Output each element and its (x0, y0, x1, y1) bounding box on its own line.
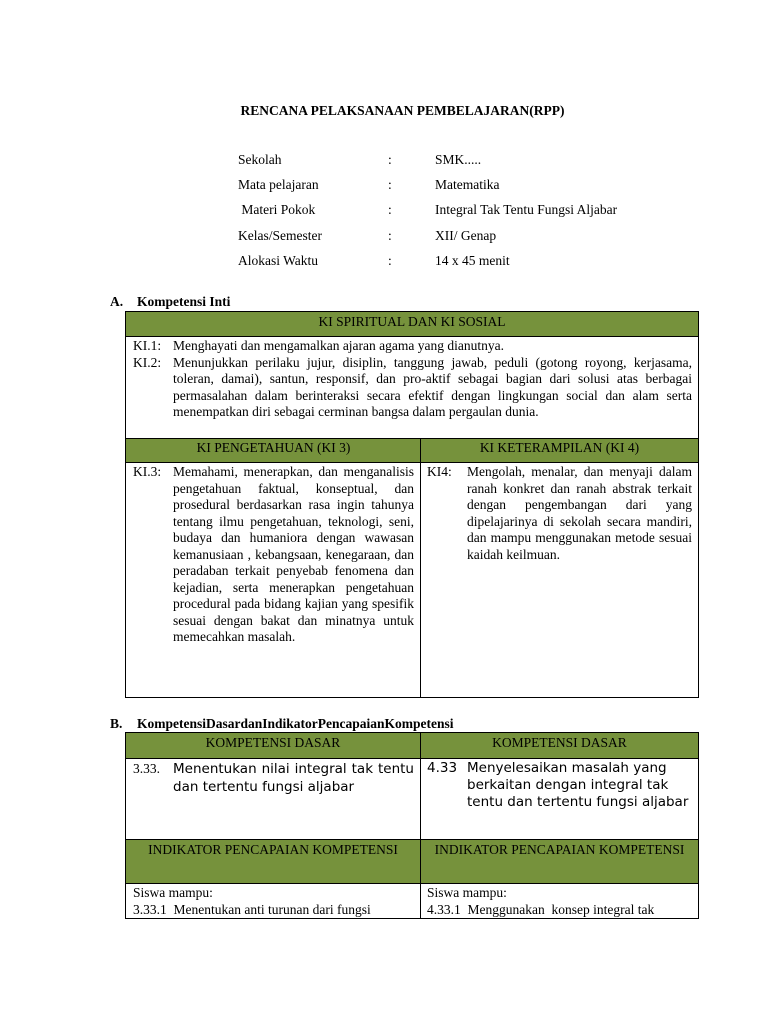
ki1-code: KI.1: (133, 338, 162, 353)
kd-right-item (427, 760, 692, 811)
indikator-right-intro: Siswa mampu: (427, 885, 507, 900)
info-label: Materi Pokok (238, 202, 316, 217)
info-colon: : (388, 253, 392, 268)
ki1-item (133, 338, 692, 355)
kd-left-cell (133, 760, 414, 796)
indikator-right-code: 4.33.1 (427, 901, 461, 917)
info-value: Matematika (435, 177, 500, 192)
ki4-cell (427, 464, 692, 563)
ki4-item (427, 464, 692, 563)
header-ki-spiritual-sosial: KI SPIRITUAL DAN KI SOSIAL (126, 312, 698, 337)
info-label: Mata pelajaran (238, 177, 319, 192)
info-colon: : (388, 202, 392, 217)
header-kompetensi-dasar-left: KOMPETENSI DASAR (126, 733, 420, 759)
section-b-heading (110, 716, 454, 732)
kompetensi-inti-table (125, 311, 699, 698)
info-colon: : (388, 228, 392, 243)
kd-right-text: Menyelesaikan masalah yang berkaitan dengan integral tak tentu dan tertentu fungsi aljabar (467, 760, 689, 810)
kompetensi-dasar-table (125, 732, 699, 919)
info-value: SMK..... (435, 152, 482, 167)
section-number: B. (110, 716, 123, 731)
indikator-left-cell (133, 885, 414, 918)
info-colon: : (388, 152, 392, 167)
section-title: Kompetensi Inti (137, 294, 231, 309)
header-kompetensi-dasar-right: KOMPETENSI DASAR (421, 733, 698, 759)
ki3-code: KI.3: (133, 464, 162, 479)
ki3-text: Memahami, menerapkan, dan menganalisis pengetahuan faktual, konseptual, dan prosedural berdasarkan rasa ingin tahunya tentang ilmu pengetahuan, teknologi, seni, budaya dan humaniora dengan wawasan kemanusiaan , kebangsaan, kenegaraan, dan peradaban terkait penyebab fenomena dan kejadian, serta menerapkan pengetahuan procedural pada bidang kajian yang spesifik sesuai dengan bakat dan minatnya untuk memecahkan masalah. (173, 464, 414, 644)
indikator-left-item (133, 902, 414, 919)
info-value: Integral Tak Tentu Fungsi Aljabar (435, 202, 618, 217)
header-ki-pengetahuan: KI PENGETAHUAN (KI 3) (126, 438, 421, 463)
indikator-right-cell (427, 885, 694, 918)
header-indikator-left: INDIKATOR PENCAPAIAN KOMPETENSI (126, 840, 420, 884)
ki2-text: Menunjukkan perilaku jujur, disiplin, tanggung jawab, peduli (gotong royong, kerjasama, toleran, damai), santun, responsif, dan pro-aktif sebagai bagian dari solusi atas berbagai permasalahan dalam berinteraksi secara efektif dengan lingkungan social dan alam serta menempatkan diri sebagai cerminan bangsa dalam pergaulan dunia. (173, 354, 692, 419)
kd-left-code: 3.33. (133, 761, 160, 776)
ki3-item (133, 464, 414, 646)
section-title: KompetensiDasardanIndikatorPencapaianKompetensi (137, 716, 454, 731)
indikator-right-item (427, 902, 694, 919)
kd-left-item (133, 760, 414, 796)
ki2-code: KI.2: (133, 354, 162, 370)
ki-spiritual-content (133, 338, 692, 421)
kd-right-code: 4.33 (427, 760, 458, 776)
info-label: Sekolah (238, 152, 282, 167)
info-value: XII/ Genap (435, 228, 497, 243)
section-a-heading (110, 294, 230, 310)
info-value: 14 x 45 menit (435, 253, 510, 268)
kd-right-cell (427, 760, 692, 811)
document-title: RENCANA PELAKSANAAN PEMBELAJARAN(RPP) (240, 103, 565, 118)
ki4-code: KI4: (427, 464, 452, 479)
indikator-right-text: Menggunakan konsep integral tak (467, 901, 655, 917)
column-divider (420, 438, 421, 697)
info-colon: : (388, 177, 392, 192)
ki1-text: Menghayati dan mengamalkan ajaran agama yang dianutnya. (173, 338, 504, 353)
header-indikator-right: INDIKATOR PENCAPAIAN KOMPETENSI (421, 840, 698, 884)
info-label: Kelas/Semester (238, 228, 322, 243)
info-label: Alokasi Waktu (238, 253, 319, 268)
indikator-left-text: Menentukan anti turunan dari fungsi (173, 901, 371, 917)
ki2-item (133, 355, 692, 421)
ki3-cell (133, 464, 414, 646)
indikator-left-code: 3.33.1 (133, 901, 167, 917)
column-divider (420, 733, 421, 918)
section-number: A. (110, 294, 124, 309)
header-ki-keterampilan: KI KETERAMPILAN (KI 4) (421, 438, 698, 463)
kd-left-text: Menentukan nilai integral tak tentu dan tertentu fungsi aljabar (173, 761, 414, 795)
ki4-text: Mengolah, menalar, dan menyaji dalam ranah konkret dan ranah abstrak terkait dengan pengembangan dari yang dipelajarinya di sekolah secara mandiri, dan mampu menggunakan metode sesuai kaidah keilmuan. (467, 464, 692, 562)
indikator-left-intro: Siswa mampu: (133, 885, 213, 900)
